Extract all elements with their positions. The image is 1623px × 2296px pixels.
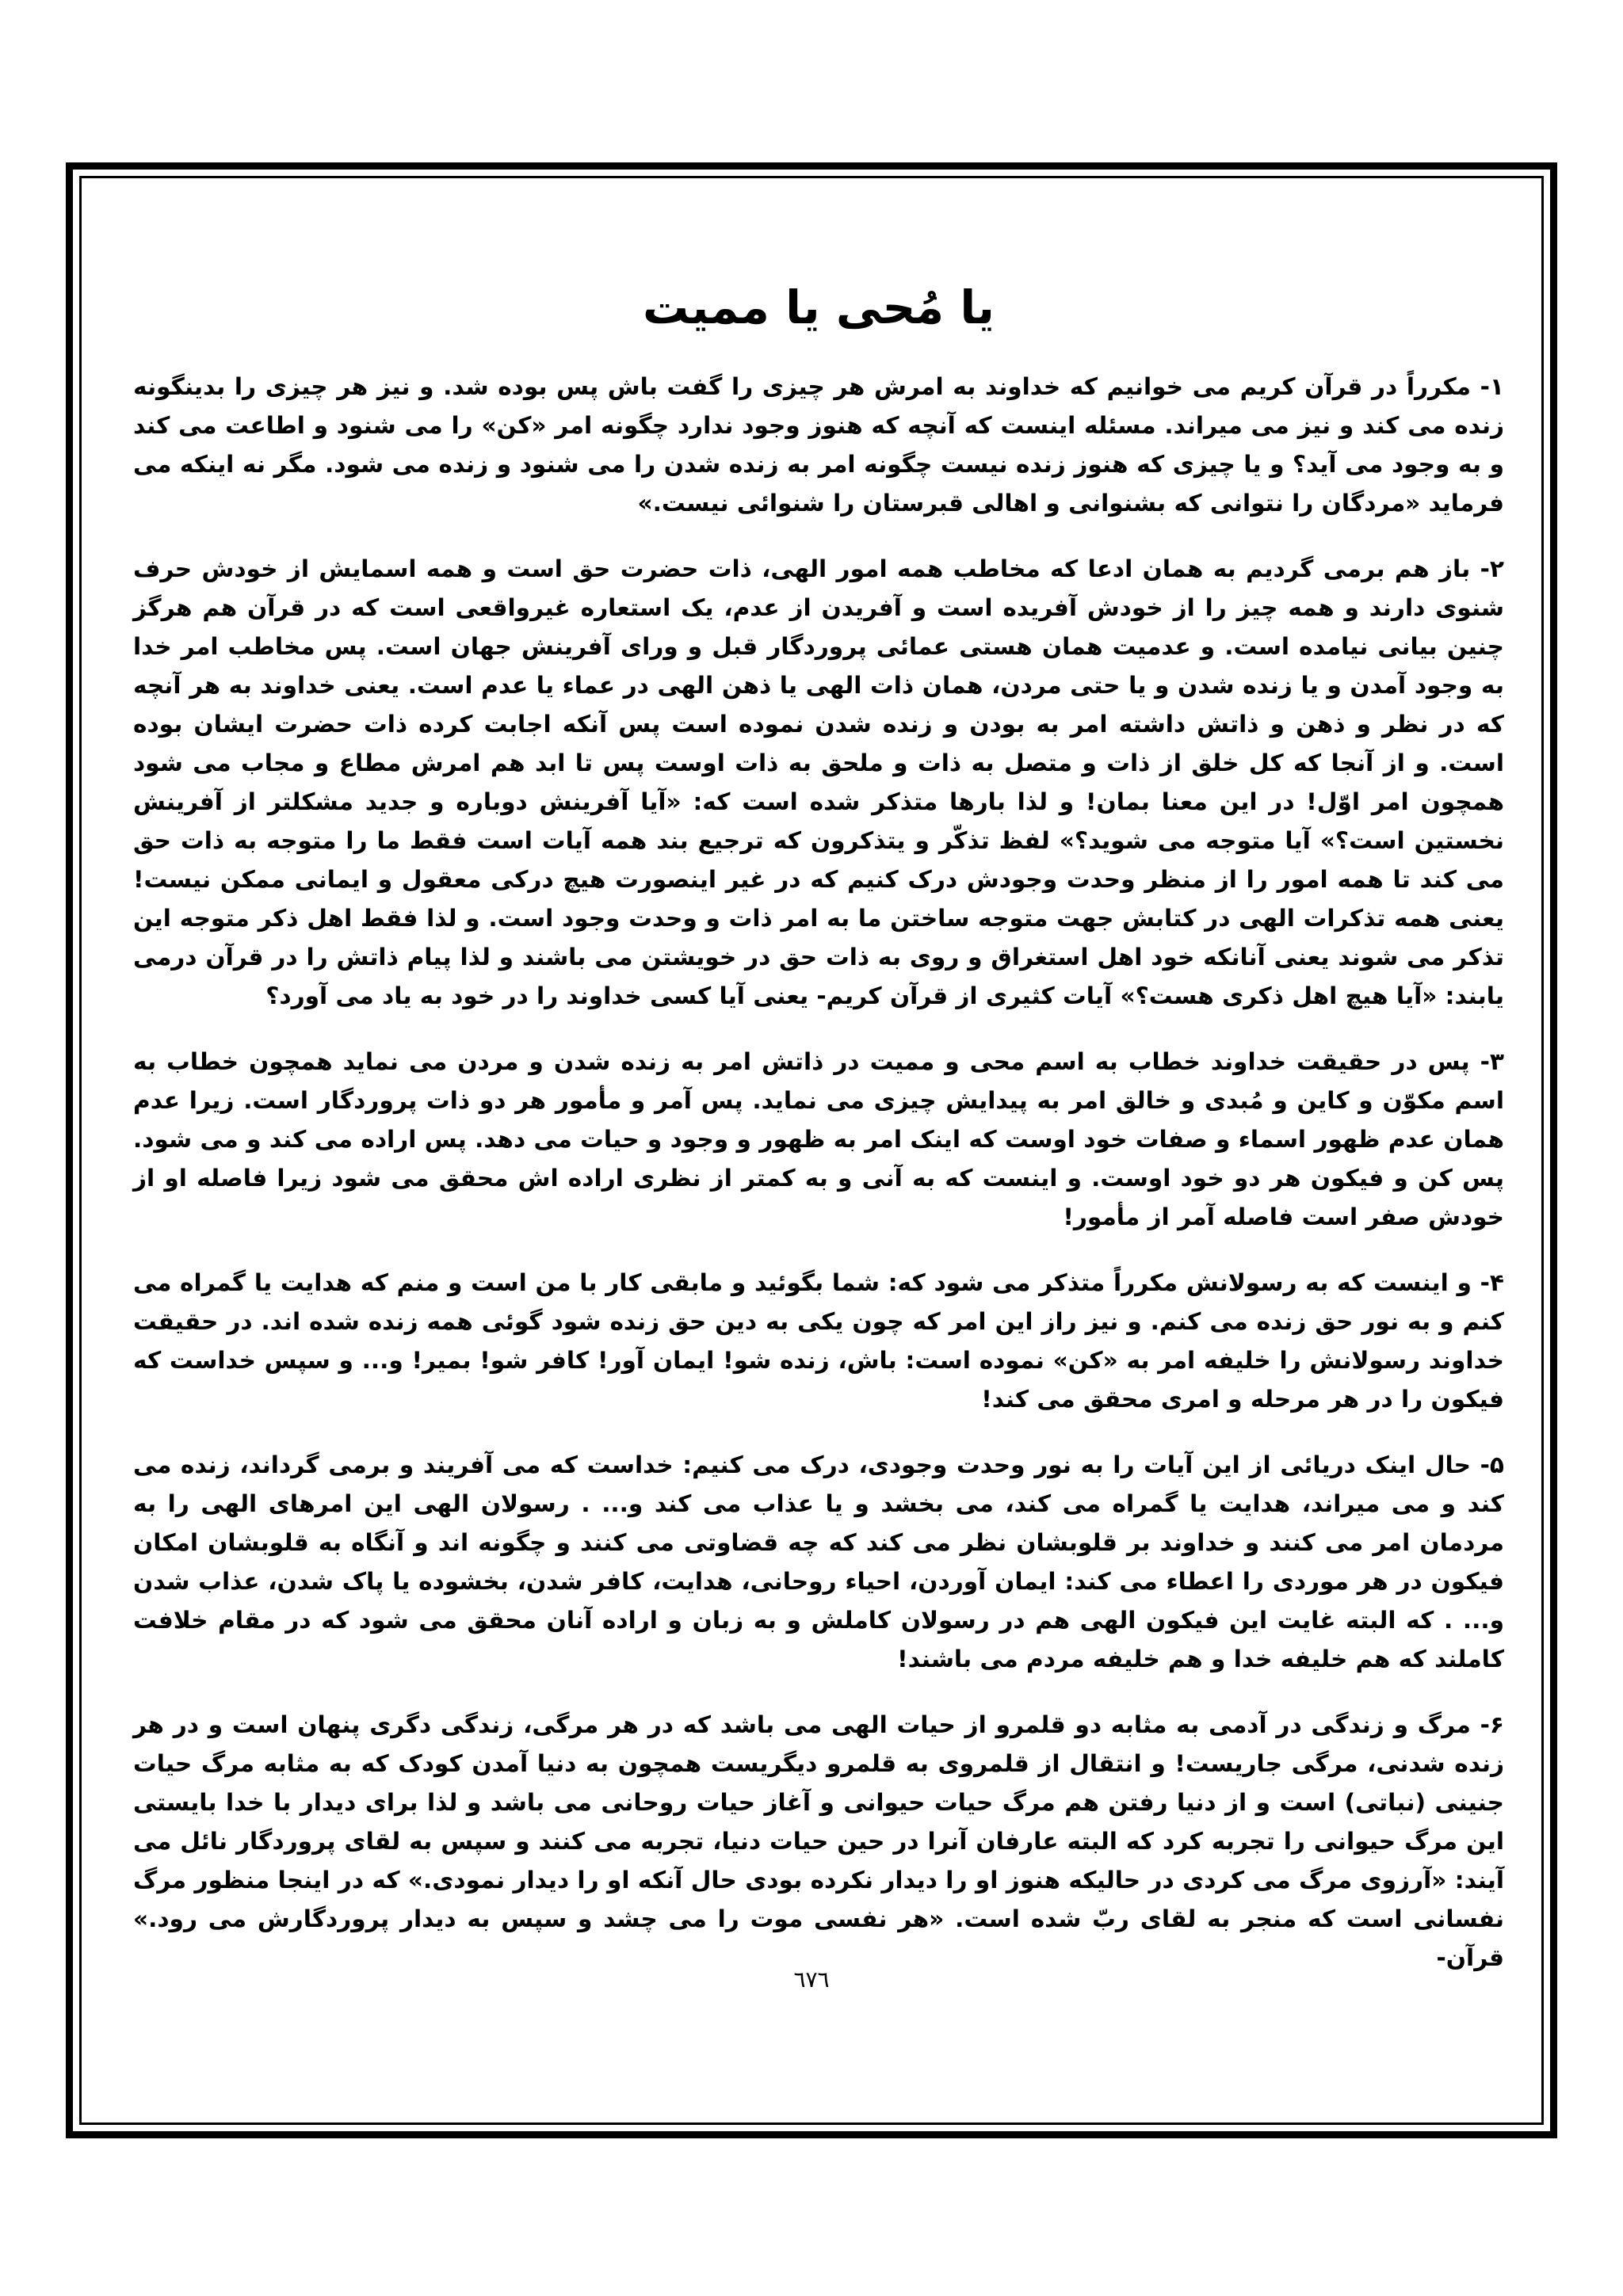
page-content xyxy=(133,269,1504,2004)
paragraph-2: ۲- باز هم برمی گردیم به همان ادعا که مخاطب همه امور الهی، ذات حضرت حق است و همه اسمایش از خودش حرف شنوی دارند و همه چیز را از خودش آفریده است و آفریدن از عدم، یک استعاره غیرواقعی است که در قرآن هم هرگز چنین بیانی نیامده است. و عدمیت همان هستی عمائی پروردگار قبل و ورای آفرینش جهان است. پس مخاطب امر خدا به وجود آمدن و یا زنده شدن و یا حتی مردن، همان ذات الهی یا ذهن الهی در عماء یا عدم است. یعنی خداوند به هر آنچه که در نظر و ذهن و ذاتش داشته امر به بودن و زنده شدن نموده است پس آنکه اجابت کرده ذات حضرت ایشان بوده است. و از آنجا که کل خلق از ذات و متصل به ذات و ملحق به ذات اوست پس تا ابد هم امرش مطاع و مجاب می شود همچون امر اوّل! در این معنا بمان! و لذا بارها متذکر شده است که: «آیا آفرینش دوباره و جدید مشکلتر از آفرینش نخستین است؟» آیا متوجه می شوید؟» لفظ تذکّر و یتذکرون که ترجیع بند همه آیات است فقط ما را متوجه به ذات حق می کند تا همه امور را از منظر وحدت وجودش درک کنیم که در غیر اینصورت هیچ درکی معقول و ایمانی ممکن نیست! یعنی همه تذکرات الهی در کتابش جهت متوجه ساختن ما به امر ذات و وحدت وجود است. و لذا فقط اهل ذکر متوجه این تذکر می شوند یعنی آنانکه خود اهل استغراق و روی به ذات حق در خویشتن می باشند و لذا پیام ذاتش را در قرآن درمی یابند: «آیا هیچ اهل ذکری هست؟» آیات کثیری از قرآن کریم- یعنی آیا کسی خداوند را در خود به یاد می آورد؟ xyxy=(133,555,1504,1009)
paragraph-6: ۶- مرگ و زندگی در آدمی به مثابه دو قلمرو از حیات الهی می باشد که در هر مرگی، زندگی دگری پنهان است و در هر زنده شدنی، مرگی جاریست! و انتقال از قلمروی به قلمرو دیگریست همچون به دنیا آمدن کودک که به مثابه مرگ حیات جنینی (نباتی) است و از دنیا رفتن هم مرگ حیات حیوانی و آغاز حیات روحانی می باشد و لذا برای دیدار با خدا بایستی این مرگ حیوانی را تجربه کرد که البته عارفان آنرا در حین حیات دنیا، تجربه می کنند و سپس به لقای پروردگار نائل می آیند: «آرزوی مرگ می کردی در حالیکه هنوز او را دیدار نکرده بودی حال آنکه او را دیدار نمودی.» که در اینجا منظور مرگ نفسانی است که منجر به لقای ربّ شده است. «هر نفسی موت را می چشد و سپس به دیدار پروردگارش می رود.» قرآن- xyxy=(133,1711,1504,1971)
paragraph-5: ۵- حال اینک دریائی از این آیات را به نور وحدت وجودی، درک می کنیم: خداست که می آفریند و برمی گرداند، زنده می کند و می میراند، هدایت یا گمراه می کند، می بخشد و یا عذاب می کند و... . رسولان الهی این امرهای الهی را به مردمان امر می کنند و خداوند بر قلوبشان نظر می کند که چه قضاوتی می کنند و چگونه اند و آنگاه به قلوبشان امکان فیکون در هر موردی را اعطاء می کند: ایمان آوردن، احیاء روحانی، هدایت، کافر شدن، بخشوده یا پاک شدن، عذاب شدن و... . که البته غایت این فیکون الهی هم در رسولان کاملش و به زبان و اراده آنان محقق می شود که در مقام خلافت کاملند که هم خلیفه خدا و هم خلیفه مردم می باشند! xyxy=(133,1451,1504,1672)
page-number: ٦٧٦ xyxy=(793,1966,830,1993)
paragraph-1: ۱- مکرراً در قرآن کریم می خوانیم که خداوند به امرش هر چیزی را گفت باش پس بوده شد. و نیز هر چیزی را بدینگونه زنده می کند و نیز می میراند. مسئله اینست که آنچه که هنوز وجود ندارد چگونه امر «کن» را می شنود و اطاعت می کند و به وجود می آید؟ و یا چیزی که هنوز زنده نیست چگونه امر به زنده شدن را می شنود و زنده می شود. مگر نه اینکه می فرماید «مردگان را نتوانی که بشنوانی و اهالی قبرستان را شنوائی نیست.» xyxy=(133,373,1504,517)
paragraph-3: ۳- پس در حقیقت خداوند خطاب به اسم محی و ممیت در ذاتش امر به زنده شدن و مردن می نماید همچون خطاب به اسم مکوّن و کاین و مُبدی و خالق امر به پیدایش چیزی می نماید. پس آمر و مأمور هر دو ذات پروردگار است. زیرا عدم همان عدم ظهور اسماء و صفات خود اوست که اینک امر به ظهور و وجود و حیات می دهد. پس اراده می کند و می شود. پس کن و فیکون هر دو خود اوست. و اینست که به آنی و به کمتر از نظری اراده اش محقق می شود زیرا فاصله او از خودش صفر است فاصله آمر از مأمور! xyxy=(133,1048,1504,1230)
page-title: یا مُحی یا ممیت xyxy=(643,280,995,334)
paragraph-4: ۴- و اینست که به رسولانش مکرراً متذکر می شود که: شما بگوئید و مابقی کار با من است و منم که هدایت یا گمراه می کنم و به نور حق زنده می کنم. و نیز راز این امر که چون یکی به دین حق زنده شود گوئی همه زنده شده اند. در حقیقت خداوند رسولانش را خلیفه امر به «کن» نموده است: باش، زنده شو! ایمان آور! کافر شو! بمیر! و... و سپس خداست که فیکون را در هر مرحله و امری محقق می کند! xyxy=(133,1269,1504,1413)
